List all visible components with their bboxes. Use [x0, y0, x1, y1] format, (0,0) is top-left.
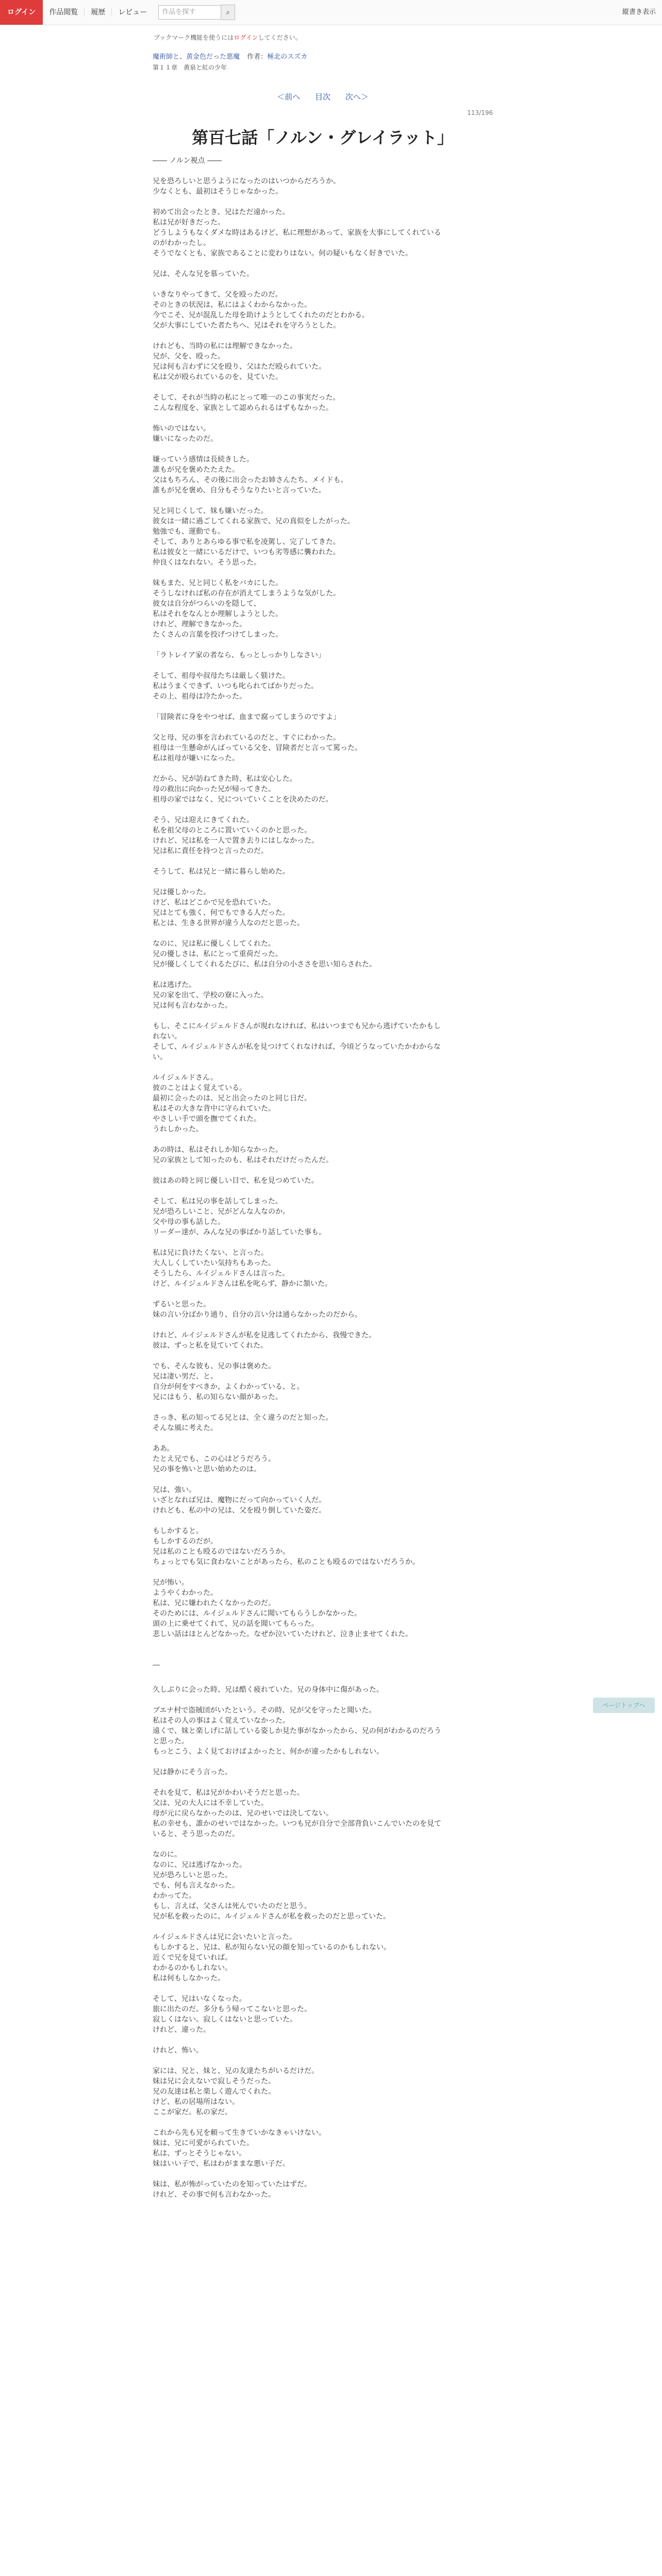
body-line: けれども、私の中の兄は、父を殴り倒していた姿だ。 [153, 1506, 326, 1515]
body-line: 初めて出会ったとき、兄はただ遠かった。 [153, 208, 290, 216]
body-line: あの時は、私はそれしか知らなかった。 [153, 1146, 283, 1154]
body-line: そうでなくとも、家族であることに変わりはない。何の疑いもなく好きでいた。 [153, 249, 412, 258]
body-line: 私は何もしなかった。 [153, 1974, 225, 1982]
body-line: 彼はあの時と同じ優しい目で、私を見つめていた。 [153, 1177, 319, 1185]
body-line: 兄の友達は私と楽しく遊んでくれた。 [153, 2088, 275, 2096]
reader-main [153, 31, 493, 2200]
body-line: そうしなければ私の存在が消えてしまうような気がした。 [153, 589, 340, 598]
body-line: そのためには、ルイジェルドさんに聞いてもらうしかなかった。 [153, 1609, 362, 1618]
body-line: そして、ありとあらゆる事で私を凌駕し、完了してきた。 [153, 538, 340, 546]
body-line: もし、言えば、父さんは死んでいたのだと思う。 [153, 1902, 311, 1910]
body-line: 私は逃げた。 [153, 981, 196, 989]
body-line: わかってた。 [153, 1892, 196, 1900]
body-line: その上、祖母は冷たかった。 [153, 692, 246, 701]
body-line: けれど、違った。 [153, 2026, 210, 2034]
body-line: うれしかった。 [153, 1125, 203, 1133]
body-line: 妹もまた、兄と同じく私をバカにした。 [153, 579, 283, 587]
body-line: ずるいと思った。 [153, 1300, 210, 1309]
body-line: 今でこそ、兄が混乱した母を助けようとしてくれたのだとわかる。 [153, 311, 369, 319]
search-input[interactable]: 作品を探す [158, 5, 221, 20]
body-line [153, 259, 441, 269]
body-line: 兄を恐ろしいと思うようになったのはいつからだろうか。 [153, 177, 340, 185]
notice-post: してください。 [258, 34, 302, 41]
body-line: 妹の言い分ばかり通り、自分の言い分は通らなかったのだから。 [153, 1311, 362, 1319]
body-line: 久しぶりに会った時、兄は酷く疲れていた。兄の身体中に傷があった。 [153, 1686, 384, 1694]
body-line [153, 702, 441, 712]
nav-group [0, 0, 235, 25]
body-line: 父と母、兄の事を言われているのだと、すぐにわかった。 [153, 734, 340, 742]
body-line [153, 640, 441, 650]
login-button[interactable]: ログイン [0, 0, 43, 25]
search-icon: ⌕ [226, 8, 230, 16]
body-line: 兄は何も言わずに父を殴り、父はただ殴られていた。 [153, 363, 326, 371]
body-line [153, 1289, 441, 1299]
body-line: いきなりやってきて、父を殴ったのだ。 [153, 291, 283, 299]
body-line: そう、兄は迎えにきてくれた。 [153, 816, 254, 824]
body-line: けれど、兄は私を一人で置き去りにはしなかった。 [153, 837, 319, 845]
body-line [153, 166, 441, 176]
body-line: 誰もが兄を褒めたたえた。 [153, 466, 239, 474]
episode-page-count: 113/196 [467, 109, 493, 116]
body-line: そして、兄はいなくなった。 [153, 1995, 246, 2003]
body-line: こんな程度を、家族として認められるはずもなかった。 [153, 404, 333, 412]
body-line: いざとなれば兄は、魔物にだって向かっていく人だ。 [153, 1496, 326, 1504]
body-line: 兄は何も言わなかった。 [153, 1002, 232, 1010]
body-line [153, 1238, 441, 1248]
body-line: 父が大事にしていた者たちへ、兄はそれを守ろうとした。 [153, 321, 340, 330]
body-line [153, 805, 441, 815]
body-line: さっき、私の知ってる兄とは、全く違うのだと知った。 [153, 1414, 333, 1422]
body-line: ようやくわかった。 [153, 1589, 218, 1597]
body-line [153, 1777, 441, 1788]
body-line: なのに、兄は逃げなかった。 [153, 1861, 246, 1869]
body-line: 父や母の事も話した。 [153, 1218, 225, 1226]
body-line [153, 1402, 441, 1413]
body-line: 頭の上に乗せてくれて、兄の話を聞いてもらった。 [153, 1620, 319, 1628]
body-line [153, 1567, 441, 1578]
body-line: 近くで兄を見ていれば。 [153, 1954, 232, 1962]
body-line: やさしい手で頭を撫でてくれた。 [153, 1115, 261, 1123]
body-line: 兄は優しかった。 [153, 888, 210, 896]
body-line: 兄は凄い男だ、と。 [153, 1372, 218, 1381]
body-line [153, 856, 441, 867]
body-line: 兄が恐ろしいと思った。 [153, 1871, 232, 1879]
body-line: 私は、ずっとそうじゃない。 [153, 2149, 246, 2158]
body-line: もっとこう、よく見ておけばよかったと、何かが違ったかもしれない。 [153, 1748, 384, 1756]
body-line: 「冒険者に身をやつせば、血まで腐ってしまうのですよ」 [153, 713, 340, 721]
body-line: もし、そこにルイジェルドさんが現れなければ、私はいつまでも兄から逃げていたかもしれない。 [153, 1022, 441, 1041]
body-line: 嫌いになったのだ。 [153, 435, 218, 443]
body-line: 母が元に戻らなかったのは、兄のせいでは決してない。 [153, 1809, 333, 1818]
novel-body-part-1 [153, 156, 441, 1639]
body-line: そんな風に考えた。 [153, 1424, 218, 1432]
nav-review-link[interactable]: レビュー [118, 8, 147, 16]
body-line: ああ。 [153, 1445, 174, 1453]
body-line: 私は兄に負けたくない、と言った。 [153, 1249, 268, 1257]
body-line: 父はもちろん、その後に出会ったお姉さんたち、メイドも。 [153, 476, 348, 484]
body-line [153, 660, 441, 671]
body-line: ちょっとでも気に食わないことがあったら、私のことも殴るのではないだろうか。 [153, 1558, 420, 1566]
body-line: 仲良くはなれない。そう思った。 [153, 558, 261, 567]
body-line [153, 1351, 441, 1361]
series-meta [153, 51, 493, 72]
body-line: けど、ルイジェルドさんは私を叱らず、静かに頷いた。 [153, 1280, 332, 1288]
body-line: 兄が私を救ったのに、ルイジェルドさんが私を救ったのだと思っていた。 [153, 1912, 391, 1921]
body-line [153, 2117, 441, 2128]
body-line [153, 413, 441, 423]
next-episode-link[interactable]: 次へ＞ [345, 92, 369, 101]
body-line: けれど、理解できなかった。 [153, 620, 246, 629]
body-line: 私はその大きな背中に守られていた。 [153, 1105, 275, 1113]
body-line: 妹は、兄に可愛がられていた。 [153, 2139, 254, 2147]
body-line [153, 2035, 441, 2045]
body-line: 兄が恐ろしいこと、兄がどんな人なのか。 [153, 1208, 290, 1216]
body-line [153, 1011, 441, 1021]
body-line: そうして、私は兄と一緒に暮らし始めた。 [153, 868, 290, 876]
body-line [153, 1134, 441, 1145]
body-line [153, 444, 441, 454]
body-line [153, 722, 441, 733]
body-line: たくさんの言葉を投げつけてしまった。 [153, 631, 283, 639]
body-line: 彼のことはよく覚えている。 [153, 1084, 246, 1092]
chapter-label: 第１１章 黄泉と紅の少年 [153, 64, 227, 71]
body-line: 兄はとても強く、何でもできる人だった。 [153, 909, 290, 917]
body-line: 兄は、そんな兄を慕っていた。 [153, 270, 254, 278]
body-line: 家には、兄と、妹と、兄の友達たちがいるだけだ。 [153, 2067, 319, 2075]
body-line: 私は父が殴られているのを、見ていた。 [153, 373, 283, 381]
body-line: けれど、ルイジェルドさんが私を見逃してくれたから、我慢できた。 [153, 1331, 376, 1340]
body-line: 怖いのではない。 [153, 425, 210, 433]
body-line: そのときの状況は、私にはよくわからなかった。 [153, 301, 311, 309]
vertical-view-link[interactable]: 縦書き表示 [622, 8, 656, 16]
body-line: 悲しい話はほとんどなかった。なぜか泣いていたけれど、泣き止ませてくれた。 [153, 1630, 412, 1638]
body-line: 私とは、生きる世界が違う人なのだと思った。 [153, 919, 304, 927]
body-line [153, 2056, 441, 2066]
episode-title: 第百七話「ノルン・グレイラット」 [192, 128, 454, 147]
body-line [153, 1165, 441, 1176]
body-line: けど、私はどこかで兄を恐れていた。 [153, 899, 275, 907]
index-link[interactable]: 目次 [315, 92, 330, 101]
body-line: それを見て、私は兄がかわいそうだと思った。 [153, 1789, 304, 1797]
notice-pre: ブックマーク機能を使うには [154, 34, 234, 41]
body-line: なのに。 [153, 1851, 181, 1859]
body-line: もしかすると、兄は、私が知らない兄の顔を知っているのかもしれない。 [153, 1943, 391, 1952]
body-line: 私はうまくできず、いつも叱られてばかりだった。 [153, 682, 318, 690]
body-line: 彼は、ずっと私を見ていてくれた。 [153, 1342, 268, 1350]
series-title-link[interactable]: 魔術師と、黄金色だった悪魔 [153, 53, 240, 61]
body-line: もしかするのだが。 [153, 1537, 218, 1546]
body-line: そして、私は兄の事を話してしまった。 [153, 1197, 283, 1206]
body-line: 兄の家を出て、学校の寮に入った。 [153, 991, 268, 999]
body-line: もしかすると。 [153, 1527, 203, 1535]
search-button[interactable] [221, 5, 235, 20]
body-line [153, 1839, 441, 1850]
body-line: 自分が何をすべきか、よくわかっている、と。 [153, 1383, 304, 1391]
body-line: たとえ兄でも、この心はどうだろう。 [153, 1455, 275, 1463]
body-line [153, 1695, 441, 1705]
body-line: 私は兄が好きだった。 [153, 218, 225, 227]
body-line: 最初に会ったのは、兄と出会ったのと同じ日だ。 [153, 1094, 311, 1103]
body-line [153, 1433, 441, 1444]
body-line: なのに、兄は私に優しくしてくれた。 [153, 940, 275, 948]
prev-episode-link[interactable]: ＜前へ [277, 92, 301, 101]
body-line: でも、何も言えなかった。 [153, 1882, 239, 1890]
body-line: 祖母の家ではなく、兄についていくことを決めたのだ。 [153, 795, 333, 804]
body-line [153, 1984, 441, 1994]
body-line: ブエナ村で盗賊団がいたという。その時、兄が父を守ったと聞いた。 [153, 1706, 376, 1715]
body-line: 兄と同じくして、妹も嫌いだった。 [153, 507, 268, 515]
body-line: 大人しくしていたい気持ちもあった。 [153, 1259, 275, 1267]
body-line [153, 970, 441, 980]
novel-body-part-2 [153, 1685, 441, 2200]
section-divider: ― [153, 1661, 160, 1669]
body-line: 祖母は一生懸命がんばっている父を、冒険者だと言って罵った。 [153, 744, 362, 752]
author-label: 作者： [247, 53, 268, 61]
body-line: そうしたら、ルイジェルドさんは言った。 [153, 1269, 290, 1278]
body-line: 兄の事を怖いと思い始めたのは。 [153, 1465, 261, 1473]
body-line: 少なくとも、最初はそうじゃなかった。 [153, 188, 283, 196]
body-line: ―― ノルン視点 ―― [153, 157, 222, 165]
body-line: 妹は兄に会えないで寂しそうだった。 [153, 2077, 275, 2086]
body-line: でも、そんな彼も、兄の事は褒めた。 [153, 1362, 275, 1370]
body-line: 勉強でも、運動でも。 [153, 528, 225, 536]
body-line: 兄の優しさは、私にとって重荷だった。 [153, 950, 283, 958]
body-line [153, 764, 441, 774]
body-line: 「ラトレイア家の者なら、もっとしっかりしなさい」 [153, 651, 325, 659]
body-line: 寂しくはない。寂しくはないと思っていた。 [153, 2015, 297, 2024]
body-line: 兄の家族として知ったのも、私はそれだけだったんだ。 [153, 1156, 333, 1164]
body-line: けれど、その事で何も言わなかった。 [153, 2191, 275, 2199]
body-line: リーダー達が、みんな兄の事ばかり話していた事も。 [153, 1228, 326, 1236]
body-line [153, 1186, 441, 1196]
body-line: わかるのかもしれない。 [153, 1964, 232, 1972]
body-line: 兄が怖い。 [153, 1579, 189, 1587]
bookmark-notice [154, 33, 493, 42]
nav-history-link[interactable]: 履歴 [85, 8, 112, 16]
body-line [153, 279, 441, 290]
body-line: 旅に出たのだ。多分もう帰ってこないと思った。 [153, 2005, 311, 2013]
body-line [153, 1475, 441, 1485]
body-line: 兄が優しくしてくれるたびに、私は自分の小ささを思い知らされた。 [153, 960, 376, 969]
body-line: 兄が、父を、殴った。 [153, 352, 225, 361]
body-line [153, 877, 441, 887]
body-line: 兄にはもう、私の知らない顔があった。 [153, 1393, 283, 1401]
body-line: 父は、兄の大人には不幸していた。 [153, 1799, 268, 1807]
body-line: 兄は私に責任を持つと言ったのだ。 [153, 847, 268, 855]
body-line [153, 382, 441, 393]
body-line: 彼女は自分がつらいのを隠して、 [153, 600, 261, 608]
body-line: そして、ルイジェルドさんが私を見つけてくれなければ、今頃どうなっていたかわからない。 [153, 1043, 441, 1061]
body-line [153, 496, 441, 506]
body-line: けど、私の居場所はない。 [153, 2098, 239, 2106]
body-line: 兄は私のことも殴るのではないだろうか。 [153, 1548, 290, 1556]
page-top-button[interactable]: ページトップへ [593, 1698, 655, 1713]
body-line: どうしようもなくダメな時はあるけど、私に理想があって、家族を大事にしてくれているのがわかったし。 [153, 229, 441, 247]
body-line: 私はそれをなんとか理解しようとした。 [153, 610, 283, 618]
body-line [153, 2169, 441, 2179]
body-line: ルイジェルドさん。 [153, 1074, 218, 1082]
body-line [153, 568, 441, 578]
body-line: けれども、当時の私には理解できなかった。 [153, 342, 297, 350]
author-link[interactable]: 極北のスズカ [267, 53, 308, 61]
body-line: これから先も兄を頼って生きていかなきゃいけない。 [153, 2129, 326, 2137]
body-line: 兄は静かにそう言った。 [153, 1768, 232, 1776]
body-line: だから、兄が訪ねてきた時、私は安心した。 [153, 775, 297, 783]
body-line [153, 928, 441, 939]
body-line: 私は、兄に嫌われたくなかったのだ。 [153, 1599, 275, 1607]
episode-pager [153, 91, 493, 102]
body-line [153, 331, 441, 341]
nav-works-link[interactable]: 作品閲覧 [43, 8, 85, 16]
body-line: 兄は、強い。 [153, 1486, 196, 1494]
top-navbar [0, 0, 662, 25]
body-line: 遠くで、妹と楽しげに話している姿しか見た事がなかったから、兄の何がわかるのだろうと思った。 [153, 1727, 441, 1745]
body-line: 妹は、私が怖がっていたのを知っていたはずだ。 [153, 2180, 311, 2189]
body-line: 母の救出に向かった兄が帰ってきた。 [153, 785, 275, 793]
body-line [153, 1062, 441, 1073]
body-line: そして、祖母や叔母たちは厳しく躾けた。 [153, 672, 290, 680]
body-line [153, 1757, 441, 1767]
body-line: 私を祖父母のところに置いていくのかと思った。 [153, 826, 311, 835]
body-line: 私は祖母が嫌いになった。 [153, 754, 239, 762]
body-line: 私は彼女と一緒にいるだけで、いつも劣等感に襲われた。 [153, 548, 340, 556]
body-line: ここが家だ。私の家だ。 [153, 2108, 232, 2116]
body-line: 私はその人の事はよく覚えていなかった。 [153, 1717, 290, 1725]
body-line [153, 1320, 441, 1330]
body-line: 誰もが兄を褒め、自分もそうなりたいと言っていた。 [153, 486, 326, 495]
body-line [153, 1516, 441, 1526]
notice-login-link[interactable]: ログイン [234, 34, 258, 41]
body-line: 彼女は一緒に過ごしてくれる家族で、兄の真似をしたがった。 [153, 517, 355, 526]
body-line: 嫌っていう感情は長続きした。 [153, 455, 254, 464]
body-line: ルイジェルドさんは兄に会いたいと言った。 [153, 1933, 297, 1941]
body-line: けれど、怖い。 [153, 2046, 203, 2055]
body-line: そして、それが当時の私にとって唯一のこの事実だった。 [153, 394, 340, 402]
body-line: 妹はいい子で、私はわがままな悪い子だ。 [153, 2160, 290, 2168]
body-line [153, 1922, 441, 1932]
body-line: 私の幸せも、誰かのせいではなかった。いつも兄が自分で全部背負いこんでいたのを見ていると、そう思ったのだ。 [153, 1820, 441, 1838]
body-line [153, 197, 441, 207]
